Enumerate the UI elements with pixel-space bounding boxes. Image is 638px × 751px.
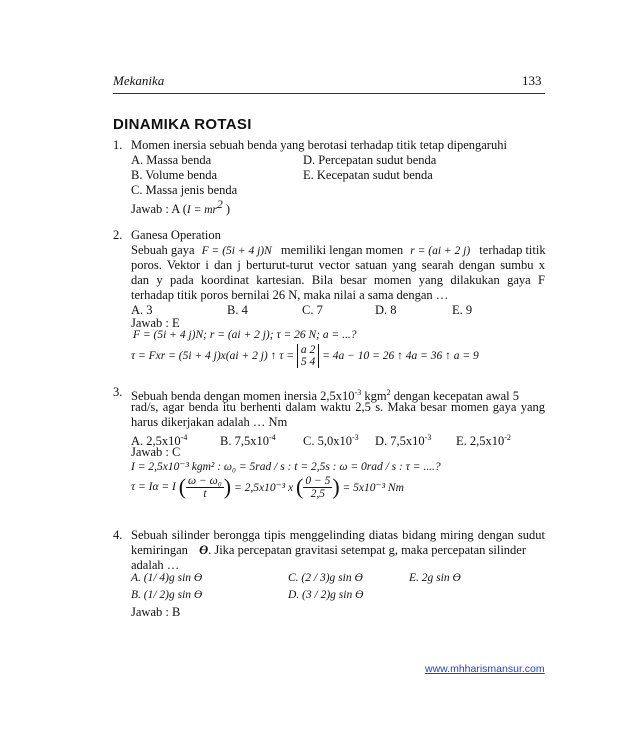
q2-work-right: = 4a − 10 = 26 ↑ 4a = 36 ↑ a = 9 [322, 350, 479, 362]
q4-option-e: E. 2g sin ϴ [409, 572, 461, 584]
q2-option-d: D. 8 [375, 303, 397, 317]
q4-line1: Sebuah silinder berongga tipis menggelinding diatas bidang miring dengan sudut [131, 528, 545, 542]
q3-fraction-2 [303, 475, 332, 500]
q3-work-c: = 5x10⁻³ Nm [342, 482, 404, 494]
q3-line1-exp2: 2 [386, 388, 391, 397]
q3-option-a-text: A. 2,5x10 [131, 434, 181, 449]
q3-frac2-num: 0 − 5 [305, 474, 331, 487]
q2-force-formula: F = (5i + 4 j)N [201, 245, 272, 257]
q3-option-d-text: D. 7,5x10 [375, 434, 425, 449]
q2-number: 2. [113, 228, 123, 242]
q2-line2: poros. Vektor i dan j berturut-turut vector satuan yang searah dengan sumbu x [131, 258, 545, 272]
q3-frac1-den: t [203, 487, 207, 500]
q1-option-e: E. Kecepatan sudut benda [303, 168, 433, 182]
q3-option-e-text: E. 2,5x10 [456, 434, 505, 449]
q1-answer-formula: I = mr [186, 204, 218, 217]
q4-line2-b: . Jika percepatan gravitasi setempat g, maka percepatan silinder [208, 543, 527, 557]
q3-frac2-den: 2,5 [310, 487, 326, 500]
q3-option-b-exp: -4 [268, 433, 276, 442]
q1-option-b: B. Volume benda [131, 168, 217, 182]
q3-known-values: I = 2,5x10⁻³ kgm² : ω₀ = 5rad / s : t = 2,5s : ω = 0rad / s : τ = ....? [131, 461, 441, 473]
q4-line3: adalah … [131, 558, 180, 572]
q3-work-a: τ = Iα = I [131, 481, 176, 493]
q1-answer [131, 198, 230, 218]
q3-option-e [456, 430, 511, 449]
q3-option-c-text: C. 5,0x10 [303, 434, 352, 449]
q3-option-d [375, 430, 431, 449]
q1-answer-close: ) [225, 202, 231, 217]
q2-line1-b: memiliki lengan momen [280, 243, 404, 257]
q4-answer: Jawab : B [131, 605, 181, 619]
header-rule [113, 93, 545, 94]
q2-line1-a: Sebuah gaya [131, 243, 195, 257]
q2-option-a: A. 3 [131, 303, 153, 317]
q3-answer: Jawab : C [131, 445, 181, 459]
q4-option-a: A. (1/ 4)g sin ϴ [131, 572, 203, 584]
q2-option-c: C. 7 [302, 303, 323, 317]
q2-option-b: B. 4 [227, 303, 248, 317]
website-link[interactable]: www.mhharismansur.com [425, 663, 545, 675]
q4-option-c: C. (2 / 3)g sin ϴ [288, 572, 363, 584]
q3-option-e-exp: -2 [504, 433, 511, 442]
q3-option-c-exp: -3 [351, 433, 359, 442]
q2-determinant [297, 344, 319, 368]
q2-arm-formula: r = (ai + 2 j) [410, 245, 471, 257]
q3-fraction-1 [186, 475, 224, 500]
q2-det-row2: 5 4 [300, 356, 316, 368]
q2-answer: Jawab : E [131, 316, 180, 330]
q3-line2: rad/s, agar benda itu berhenti dalam waktu 2,5 s. Maka besar momen gaya yang [131, 400, 545, 414]
q3-work [131, 474, 404, 500]
q2-line4: terhadap titik poros bernilai 26 N, maka nilai a sama dengan … [131, 288, 449, 302]
q1-number: 1. [113, 138, 123, 152]
q3-frac1-num: ω − ω₀ [188, 474, 222, 487]
q3-number: 3. [113, 385, 123, 399]
q1-text: Momen inersia sebuah benda yang berotasi terhadap titik tetap dipengaruhi [131, 138, 507, 152]
q3-line1-a: Sebuah benda dengan momen inersia 2,5x10 [131, 389, 355, 404]
q4-number: 4. [113, 528, 123, 542]
q3-option-b-text: B. 7,5x10 [220, 434, 269, 449]
q3-line3: harus dikerjakan adalah … Nm [131, 415, 288, 429]
q2-work-left: τ = Fxr = (5i + 4 j)x(ai + 2 j) ↑ τ = [131, 350, 294, 362]
q3-work-b: = 2,5x10⁻³ x [234, 482, 294, 494]
q3-paren2-close: ) [332, 474, 340, 499]
q1-option-a: A. Massa benda [131, 153, 212, 167]
q2-source: Ganesa Operation [131, 228, 221, 242]
q2-det-row1: a 2 [300, 344, 316, 356]
q1-answer-label: Jawab : A ( [131, 202, 187, 217]
q1-option-d: D. Percepatan sudut benda [303, 153, 437, 167]
page-number: 133 [522, 73, 542, 88]
q4-line2 [131, 543, 526, 558]
q4-option-d: D. (3 / 2)g sin ϴ [288, 589, 364, 601]
section-title: DINAMIKA ROTASI [113, 116, 252, 133]
q2-line1 [131, 243, 546, 259]
q3-option-c [303, 430, 359, 449]
q2-known-values: F = (5i + 4 j)N; r = (ai + 2 j); τ = 26 N; a = ...? [133, 329, 357, 341]
q1-answer-exponent: 2 [217, 199, 223, 211]
q3-line1-b: kgm [361, 389, 387, 404]
q2-option-e: E. 9 [452, 303, 473, 317]
q3-line1-c: dengan kecepatan awal 5 [390, 389, 519, 404]
q2-line1-c: terhadap titik [479, 243, 546, 257]
q2-work [131, 344, 479, 368]
q1-option-c: C. Massa jenis benda [131, 183, 238, 197]
q4-line2-a: kemiringan [131, 543, 188, 557]
running-header-title: Mekanika [113, 73, 165, 88]
q3-option-d-exp: -3 [424, 433, 432, 442]
q4-option-b: B. (1/ 2)g sin ϴ [131, 589, 203, 601]
q4-theta: ϴ [199, 543, 209, 557]
q3-option-b [220, 430, 276, 449]
q3-paren2-open: ( [296, 474, 304, 499]
q2-line3: dan y pada koordinat kartesian. Bila besar momen yang dilakukan gaya F [131, 273, 545, 287]
q3-paren-close: ) [223, 474, 232, 499]
q3-option-a-exp: -4 [180, 433, 188, 442]
q3-line1-exp: -3 [354, 388, 362, 397]
q3-paren-open: ( [178, 474, 187, 499]
